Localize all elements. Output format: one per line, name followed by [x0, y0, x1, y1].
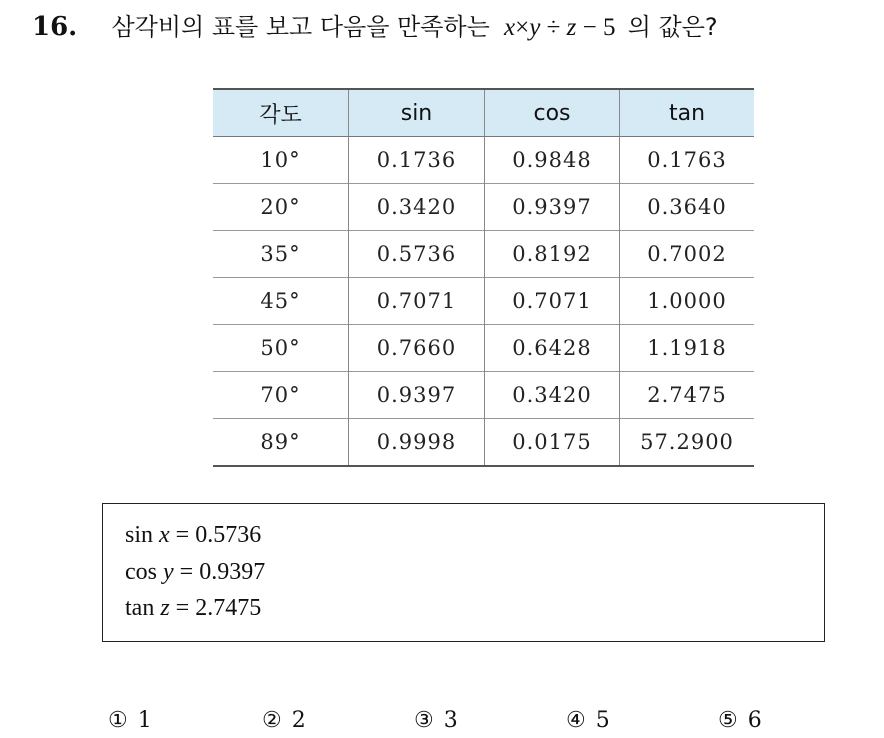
- angle-cell: 20°: [213, 184, 349, 231]
- sin-cell: 0.3420: [349, 184, 485, 231]
- condition-tan: [125, 595, 261, 622]
- question-tail: 의 값은?: [627, 13, 718, 41]
- expr-x: x: [504, 14, 516, 41]
- cos-cell: 0.8192: [485, 231, 620, 278]
- sin-cell: 0.9998: [349, 419, 485, 467]
- cond-value: 0.9397: [199, 559, 266, 585]
- expr-five: 5: [602, 14, 616, 41]
- cos-cell: 0.9397: [485, 184, 620, 231]
- choice-value: 1: [137, 708, 152, 733]
- table-row: [213, 372, 754, 419]
- angle-cell: 50°: [213, 325, 349, 372]
- table-header-row: [213, 89, 754, 137]
- tan-cell: 1.0000: [620, 278, 755, 325]
- choice-value: 5: [595, 708, 610, 733]
- sin-cell: 0.5736: [349, 231, 485, 278]
- choice-4[interactable]: [566, 708, 610, 733]
- choice-mark: ②: [262, 708, 282, 733]
- condition-cos: [125, 559, 265, 586]
- table-row: [213, 137, 754, 184]
- tan-cell: 0.7002: [620, 231, 755, 278]
- choice-value: 6: [747, 708, 762, 733]
- expr-z: z: [566, 14, 577, 41]
- given-conditions-box: [102, 503, 825, 642]
- cond-value: 2.7475: [195, 595, 262, 621]
- cond-var: y: [163, 559, 174, 585]
- header-sin: sin: [349, 89, 485, 137]
- table-row: [213, 325, 754, 372]
- choice-3[interactable]: [414, 708, 458, 733]
- choice-5[interactable]: [718, 708, 762, 733]
- cond-eq: =: [179, 559, 194, 585]
- angle-cell: 70°: [213, 372, 349, 419]
- choice-2[interactable]: [262, 708, 306, 733]
- cond-var: z: [160, 595, 170, 621]
- sin-cell: 0.7071: [349, 278, 485, 325]
- expr-minus: −: [582, 14, 597, 41]
- table-row: [213, 278, 754, 325]
- table-row: [213, 231, 754, 278]
- sin-cell: 0.7660: [349, 325, 485, 372]
- tan-cell: 0.3640: [620, 184, 755, 231]
- choice-value: 2: [291, 708, 306, 733]
- sin-cell: 0.1736: [349, 137, 485, 184]
- cos-cell: 0.3420: [485, 372, 620, 419]
- choice-mark: ①: [108, 708, 128, 733]
- choice-value: 3: [443, 708, 458, 733]
- angle-cell: 89°: [213, 419, 349, 467]
- choice-mark: ④: [566, 708, 586, 733]
- cond-func: cos: [125, 559, 157, 585]
- choice-1[interactable]: [108, 708, 152, 733]
- question-stem: [32, 10, 718, 45]
- tan-cell: 1.1918: [620, 325, 755, 372]
- target-expression: [504, 14, 622, 41]
- tan-cell: 2.7475: [620, 372, 755, 419]
- cond-func: tan: [125, 595, 155, 621]
- tan-cell: 57.2900: [620, 419, 755, 467]
- expr-div: ÷: [546, 14, 561, 41]
- cond-value: 0.5736: [195, 522, 262, 548]
- angle-cell: 10°: [213, 137, 349, 184]
- question-number: 16.: [32, 12, 78, 42]
- cos-cell: 0.7071: [485, 278, 620, 325]
- sin-cell: 0.9397: [349, 372, 485, 419]
- question-text: 삼각비의 표를 보고 다음을 만족하는: [111, 13, 490, 41]
- angle-cell: 35°: [213, 231, 349, 278]
- header-angle: 각도: [213, 89, 349, 137]
- cos-cell: 0.0175: [485, 419, 620, 467]
- tan-cell: 0.1763: [620, 137, 755, 184]
- table-row: [213, 184, 754, 231]
- cond-eq: =: [175, 595, 190, 621]
- cond-func: sin: [125, 522, 154, 548]
- expr-y: y: [529, 14, 541, 41]
- condition-sin: [125, 522, 261, 549]
- cond-var: x: [159, 522, 170, 548]
- cos-cell: 0.9848: [485, 137, 620, 184]
- choice-mark: ③: [414, 708, 434, 733]
- angle-cell: 45°: [213, 278, 349, 325]
- expr-times: ×: [515, 14, 530, 41]
- header-cos: cos: [485, 89, 620, 137]
- trig-ratio-table: [213, 88, 754, 467]
- choice-mark: ⑤: [718, 708, 738, 733]
- cos-cell: 0.6428: [485, 325, 620, 372]
- table-row: [213, 419, 754, 467]
- cond-eq: =: [175, 522, 190, 548]
- header-tan: tan: [620, 89, 755, 137]
